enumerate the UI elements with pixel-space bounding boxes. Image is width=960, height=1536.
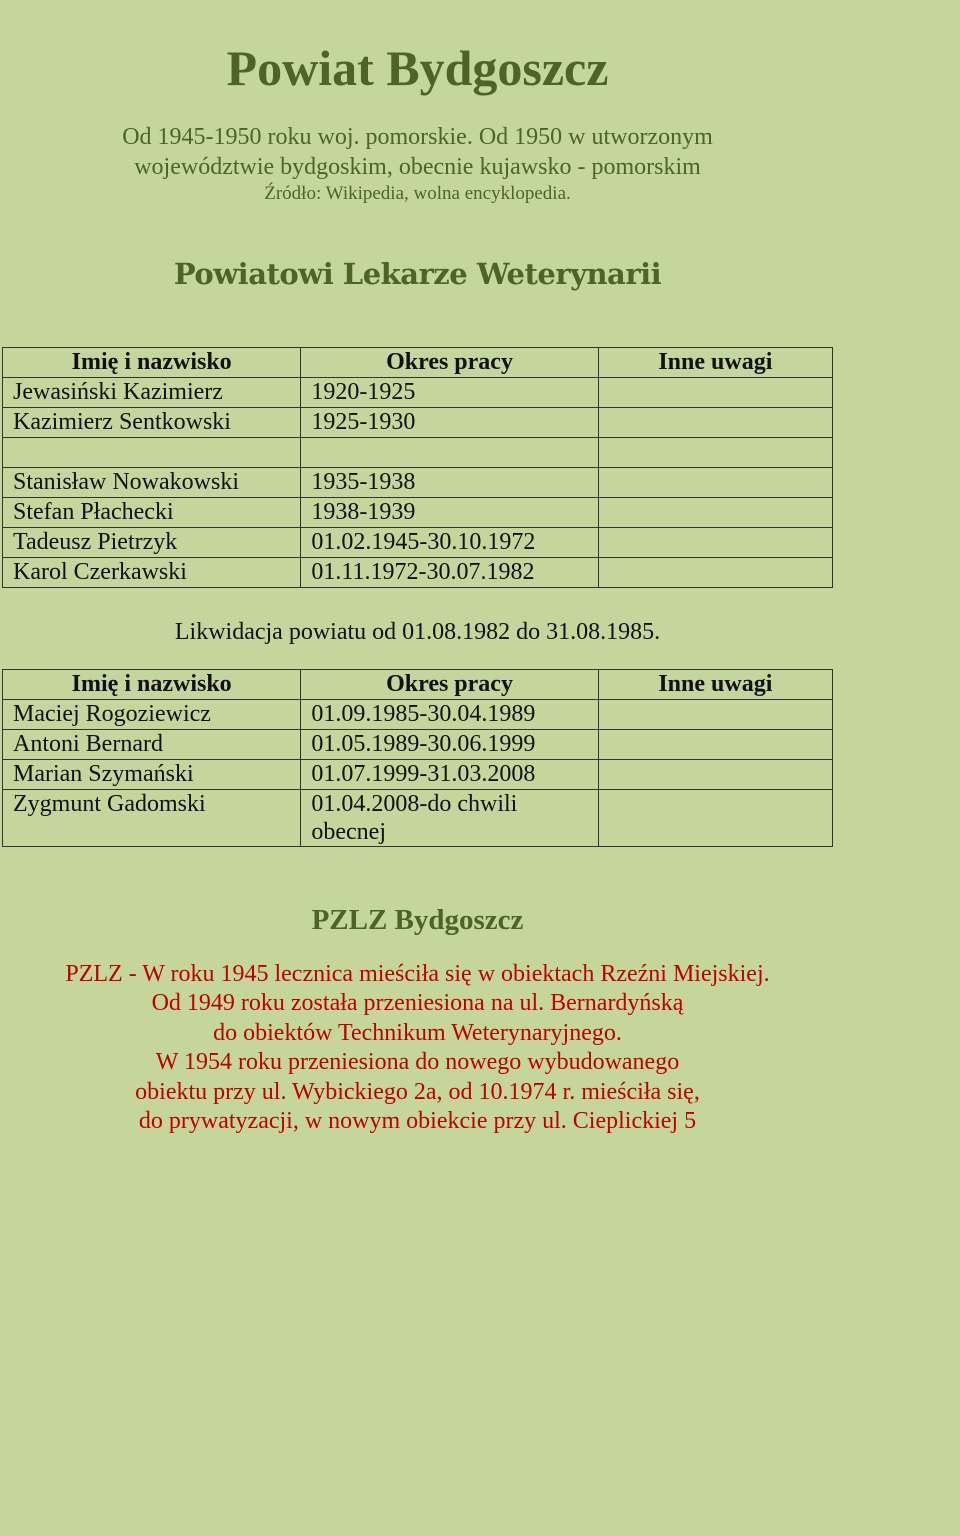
table-row [3, 558, 833, 588]
pzlz-text [0, 960, 835, 1136]
intro-block [0, 122, 835, 206]
table-header-row [3, 670, 833, 700]
header-notes: Inne uwagi [598, 670, 832, 700]
liquidation-note: Likwidacja powiatu od 01.08.1982 do 31.08.1985. [174, 619, 661, 645]
cell-notes [598, 498, 832, 528]
cell-period: 1938-1939 [301, 498, 598, 528]
cell-name [3, 438, 301, 468]
vets-table-1 [2, 347, 833, 588]
cell-notes [598, 408, 832, 438]
cell-name: Marian Szymański [3, 760, 301, 790]
table-row [3, 468, 833, 498]
table-row [3, 408, 833, 438]
cell-name: Maciej Rogoziewicz [3, 700, 301, 730]
cell-name: Jewasiński Kazimierz [3, 378, 301, 408]
pzlz-line: PZLZ - W roku 1945 lecznica mieściła się w obiektach Rzeźni Miejskiej. [65, 961, 770, 987]
header-period: Okres pracy [301, 670, 598, 700]
pzlz-line: W 1954 roku przeniesiona do nowego wybudowanego [155, 1049, 680, 1076]
pzlz-line: obiektu przy ul. Wybickiego 2a, od 10.1974 r. mieściła się, [135, 1078, 700, 1105]
cell-period: 01.04.2008-do chwili obecnej [301, 790, 598, 847]
pzlz-line: do obiektów Technikum Weterynaryjnego. [213, 1019, 622, 1046]
header-notes: Inne uwagi [598, 348, 832, 378]
table-row [3, 498, 833, 528]
cell-name: Stanisław Nowakowski [3, 468, 301, 498]
pzlz-heading: PZLZ Bydgoszcz [311, 904, 524, 936]
cell-period [301, 438, 598, 468]
table-row [3, 438, 833, 468]
table-row [3, 790, 833, 847]
header-period: Okres pracy [301, 348, 598, 378]
cell-period: 01.09.1985-30.04.1989 [301, 700, 598, 730]
header-name: Imię i nazwisko [3, 670, 301, 700]
cell-notes [598, 790, 832, 847]
cell-period: 01.07.1999-31.03.2008 [301, 760, 598, 790]
cell-period: 01.02.1945-30.10.1972 [301, 528, 598, 558]
cell-period: 01.11.1972-30.07.1982 [301, 558, 598, 588]
table-row [3, 730, 833, 760]
vets-table-2 [2, 669, 833, 847]
cell-notes [598, 528, 832, 558]
cell-name: Karol Czerkawski [3, 558, 301, 588]
table-row [3, 760, 833, 790]
table-row [3, 528, 833, 558]
cell-notes [598, 730, 832, 760]
cell-name: Kazimierz Sentkowski [3, 408, 301, 438]
cell-notes [598, 438, 832, 468]
intro-line-1: Od 1945-1950 roku woj. pomorskie. Od 1950 w utworzonym [122, 124, 713, 150]
page-title: Powiat Bydgoszcz [226, 40, 609, 96]
header-name: Imię i nazwisko [3, 348, 301, 378]
cell-name: Tadeusz Pietrzyk [3, 528, 301, 558]
pzlz-line: do prywatyzacji, w nowym obiekcie przy ul. Cieplickiej 5 [138, 1108, 697, 1135]
source-note: Źródło: Wikipedia, wolna encyklopedia. [264, 183, 571, 204]
intro-line-2: województwie bydgoskim, obecnie kujawsko - pomorskim [134, 154, 701, 180]
cell-notes [598, 378, 832, 408]
cell-period: 01.05.1989-30.06.1999 [301, 730, 598, 760]
cell-name: Zygmunt Gadomski [3, 790, 301, 847]
vets-heading: Powiatowi Lekarze Weterynarii [173, 257, 662, 291]
cell-name: Stefan Płachecki [3, 498, 301, 528]
table-row [3, 700, 833, 730]
cell-notes [598, 558, 832, 588]
cell-period: 1925-1930 [301, 408, 598, 438]
cell-name: Antoni Bernard [3, 730, 301, 760]
cell-period: 1920-1925 [301, 378, 598, 408]
table-header-row [3, 348, 833, 378]
cell-notes [598, 700, 832, 730]
pzlz-line: Od 1949 roku została przeniesiona na ul. Bernardyńską [151, 990, 684, 1017]
table-row [3, 378, 833, 408]
cell-notes [598, 468, 832, 498]
cell-notes [598, 760, 832, 790]
cell-period: 1935-1938 [301, 468, 598, 498]
